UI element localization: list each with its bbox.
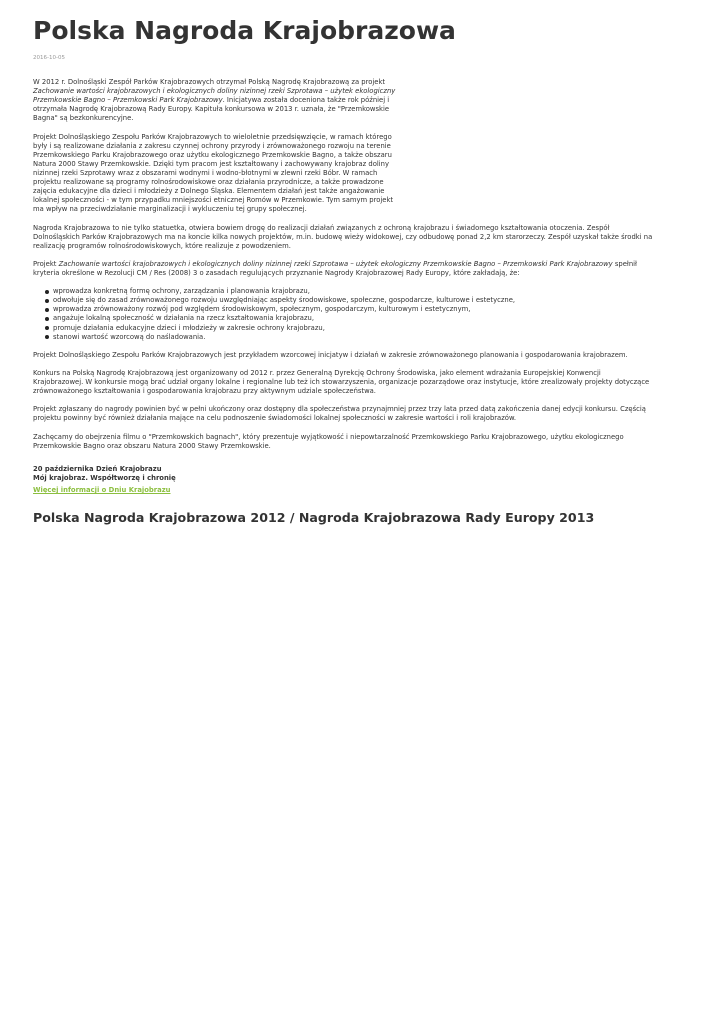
- bullet-icon: [45, 290, 49, 294]
- paragraph-criteria-intro: [33, 260, 653, 278]
- event-title: 20 października Dzień Krajobrazu: [33, 464, 162, 473]
- project-name-italic: Zachowanie wartości krajobrazowych i ekologicznych doliny nizinnej rzeki Szprotawa – użytek ekologiczny Przemkowskie Bagno – Przemkowski Park Krajobrazowy: [33, 87, 396, 105]
- list-item-text: odwołuje się do zasad zrównoważonego rozwoju uwzględniając aspekty środowiskowe, społeczne, gospodarcze, kulturowe i estetyczne,: [53, 296, 516, 305]
- bullet-icon: [45, 335, 49, 339]
- paragraph-criteria-text-2: spełnił kryteria określone w Rezolucji CM / Res (2008) 3 o zasadach regulujących przyznanie Nagrody Krajobrazowej Rady Europy, które zakładają, że:: [33, 259, 637, 277]
- paragraph-project-description: Projekt Dolnośląskiego Zespołu Parków Krajobrazowych to wieloletnie przedsięwzięcie, w ramach którego były i są realizowane działania z zakresu czynnej ochrony przyrody i zrównoważonego rozwoju na terenie Przemkowskiego Parku Krajobrazowego oraz użytku ekologicznego Przemkowskie Bagno, a także obszaru Natura 2000 Stawy Przemkowskie. Dzięki tym pracom jest kształtowany i zachowywany krajobraz doliny nizinnej rzeki Szprotawy wraz z obszarami wodnymi i wodno-błotnymi w zlewni rzeki Bóbr. W ramach projektu realizowane są programy rolnośrodowiskowe oraz działania przyrodnicze, a także prowadzone zajęcia edukacyjne dla dzieci i młodzieży z Dolnego Śląska. Elementem działań jest także angażowanie lokalnej społeczności - w tym przypadku mniejszości etnicznej Romów w Przemkowie. Tym samym projekt ma wpływ na przeciwdziałanie marginalizacji i wykluczeniu tej grupy społecznej.: [33, 132, 394, 214]
- paragraph-criteria-text-1: Projekt: [33, 259, 59, 268]
- criteria-list: [33, 287, 692, 342]
- list-item-text: stanowi wartość wzorcową do naśladowania.: [53, 332, 206, 341]
- list-item: [48, 296, 692, 305]
- list-item: [48, 314, 692, 323]
- article-body: [33, 78, 692, 495]
- publish-date: 2016-10-05: [33, 55, 65, 61]
- bullet-icon: [45, 317, 49, 321]
- section-title: Polska Nagroda Krajobrazowa 2012 / Nagroda Krajobrazowa Rady Europy 2013: [33, 510, 595, 526]
- event-slogan: Mój krajobraz. Współtworzę i chronię: [33, 473, 176, 482]
- paragraph-model-initiative: Projekt Dolnośląskiego Zespołu Parków Krajobrazowych jest przykładem wzorcowej inicjatyw i działań w zakresie zrównoważonego planowania i gospodarowania krajobrazem.: [33, 350, 628, 359]
- list-item-text: wprowadza zrównoważony rozwój pod względem środowiskowym, społecznym, gospodarczym, kulturowym i estetycznym,: [53, 305, 471, 314]
- bullet-icon: [45, 308, 49, 312]
- event-block: [33, 465, 692, 483]
- list-item-text: promuje działania edukacyjne dzieci i młodzieży w zakresie ochrony krajobrazu,: [53, 323, 325, 332]
- bullet-icon: [45, 299, 49, 303]
- list-item: [48, 287, 692, 296]
- list-item-text: angażuje lokalną społeczność w działania na rzecz kształtowania krajobrazu,: [53, 314, 314, 323]
- more-info-link[interactable]: Więcej informacji o Dniu Krajobrazu: [33, 486, 171, 495]
- paragraph-intro-text-2: . Inicjatywa została doceniona także rok później i otrzymała Nagrodę Krajobrazową Rady Europy. Kapituła konkursowa w 2013 r. uznała, że "Przemkowskie Bagna" są bezkonkurencyjne.: [33, 96, 390, 123]
- paragraph-intro-text-1: W 2012 r. Dolnośląski Zespół Parków Krajobrazowych otrzymał Polską Nagrodę Krajobrazową za projekt: [33, 78, 386, 86]
- paragraph-requirements: Projekt zgłaszany do nagrody powinien być w pełni ukończony oraz dostępny dla społeczeństwa przynajmniej przez trzy lata przed datą zakończenia danej edycji konkursu. Częścią projektu powinny być również działania mające na celu podnoszenie świadomości lokalnej społeczności w zakresie wartości i roli krajobrazów.: [33, 405, 646, 423]
- paragraph-film-invite: Zachęcamy do obejrzenia filmu o "Przemkowskich bagnach", który prezentuje wyjątkowość i niepowtarzalność Przemkowskiego Parku Krajobrazowego, użytku ekologicznego Przemkowskie Bagno oraz obszaru Natura 2000 Stawy Przemkowskie.: [33, 432, 624, 450]
- paragraph-contest-info: Konkurs na Polską Nagrodę Krajobrazową jest organizowany od 2012 r. przez Generalną Dyrekcję Ochrony Środowiska, jako element wdrażania Europejskiej Konwencji Krajobrazowej. W konkursie mogą brać udział organy lokalne i regionalne lub też ich stowarzyszenia, organizacje pozarządowe oraz instytucje, które zrealizowały projekty dotyczące zrównoważonego kształtowania i gospodarowania krajobrazu przy aktywnym udziale społeczeństwa.: [33, 369, 650, 396]
- paragraph-intro: [33, 78, 405, 123]
- paragraph-award-meaning: Nagroda Krajobrazowa to nie tylko statuetka, otwiera bowiem drogę do realizacji działań związanych z ochroną krajobrazu i świadomego kształtowania otoczenia. Zespół Dolnośląskich Parków Krajobrazowych ma na koncie kilka nowych projektów, m.in. budowę wieży widokowej, czy odbudowę ponad 2,2 km starorzeczy. Zespół uzyskał także środki na realizację programów rolnośrodowiskowych, które realizuje z powodzeniem.: [33, 223, 653, 250]
- page-title: Polska Nagroda Krajobrazowa: [33, 16, 456, 45]
- list-item: [48, 333, 692, 342]
- bullet-icon: [45, 326, 49, 330]
- list-item: [48, 324, 692, 333]
- project-name-italic: Zachowanie wartości krajobrazowych i ekologicznych doliny nizinnej rzeki Szprotawa – użytek ekologiczny Przemkowskie Bagno – Przemkowski Park Krajobrazowy: [58, 259, 613, 268]
- list-item: [48, 305, 692, 314]
- list-item-text: wprowadza konkretną formę ochrony, zarządzania i planowania krajobrazu,: [53, 287, 310, 296]
